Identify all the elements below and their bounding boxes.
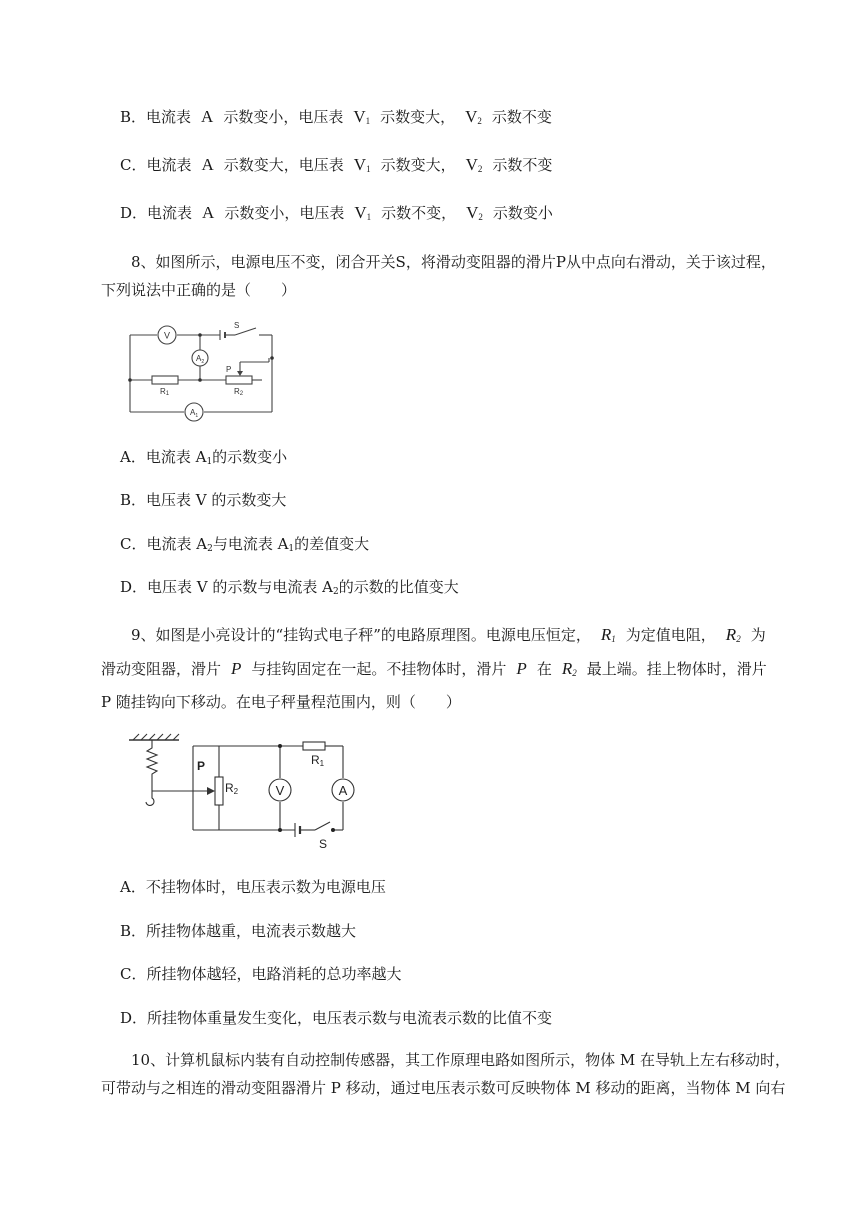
q7-option-d: D．电流表 A 示数变小，电压表 $V_1$ 示数不变， $V_2$ 示数变小 [120,203,553,222]
q7-option-c: C．电流表 A 示数变大，电压表 $V_1$ 示数变大， $V_2$ 示数不变 [120,155,553,174]
svg-text:A2: $A_2$ [196,354,205,365]
q8-option-a: A．电流表 $A_1$的示数变小 [120,448,288,467]
svg-text:S: S [319,837,328,851]
svg-text:R1: R1 [311,753,325,768]
svg-text:V: V [163,330,171,341]
svg-text:A1: $A_1$ [190,408,199,419]
svg-text:A: A [338,783,348,798]
q9-circuit-diagram [125,732,365,852]
svg-text:V: V [275,783,285,798]
svg-text:R1: R1 [160,387,170,397]
q8-option-b: B．电压表 V 的示数变大 [120,491,287,509]
q9-option-d: D．所挂物体重量发生变化，电压表示数与电流表示数的比值不变 [120,1009,553,1027]
svg-text:P: P [226,365,232,374]
svg-text:P: P [197,759,206,773]
q9-option-a: A．不挂物体时，电压表示数为电源电压 [120,878,386,896]
q9-stem: 9、如图是小亮设计的“挂钩式电子秤”的电路原理图。电源电压恒定， $R_1$ 为定值电阻， $R_2$ 为 滑动变阻器，滑片 P 与挂钩固定在一起。不挂物体时，滑片 P 在 $R_2$ 最上端。挂上物体时，滑片 P 随挂钩向下移动。在电子秤量程范围内，则（ ） [101,625,767,711]
q8-circuit-diagram [122,318,282,418]
q7-option-b: B．电流表 A 示数变小，电压表 $V_1$ 示数变大， $V_2$ 示数不变 [120,107,552,126]
q8-option-d: D．电压表 V 的示数与电流表 $A_2$的示数的比值变大 [120,578,459,597]
q8-option-c: C．电流表 $A_2$与电流表 $A_1$的差值变大 [120,535,370,554]
q9-option-b: B．所挂物体越重，电流表示数越大 [120,922,357,940]
svg-text:R2: R2 [225,781,239,796]
svg-text:R2: R2 [234,387,244,397]
svg-text:S: S [234,321,240,330]
q8-stem: 8、如图所示，电源电压不变，闭合开关S，将滑动变阻器的滑片P从中点向右滑动，关于该过程， 下列说法中正确的是（ ） [101,253,776,299]
q10-stem: 10、计算机鼠标内装有自动控制传感器，其工作原理电路如图所示，物体 M 在导轨上左右移动时， 可带动与之相连的滑动变阻器滑片 P 移动，通过电压表示数可反映物体 M 移动的距离，当物体 M 向右 [101,1051,790,1097]
q9-option-c: C．所挂物体越轻，电路消耗的总功率越大 [120,965,402,983]
